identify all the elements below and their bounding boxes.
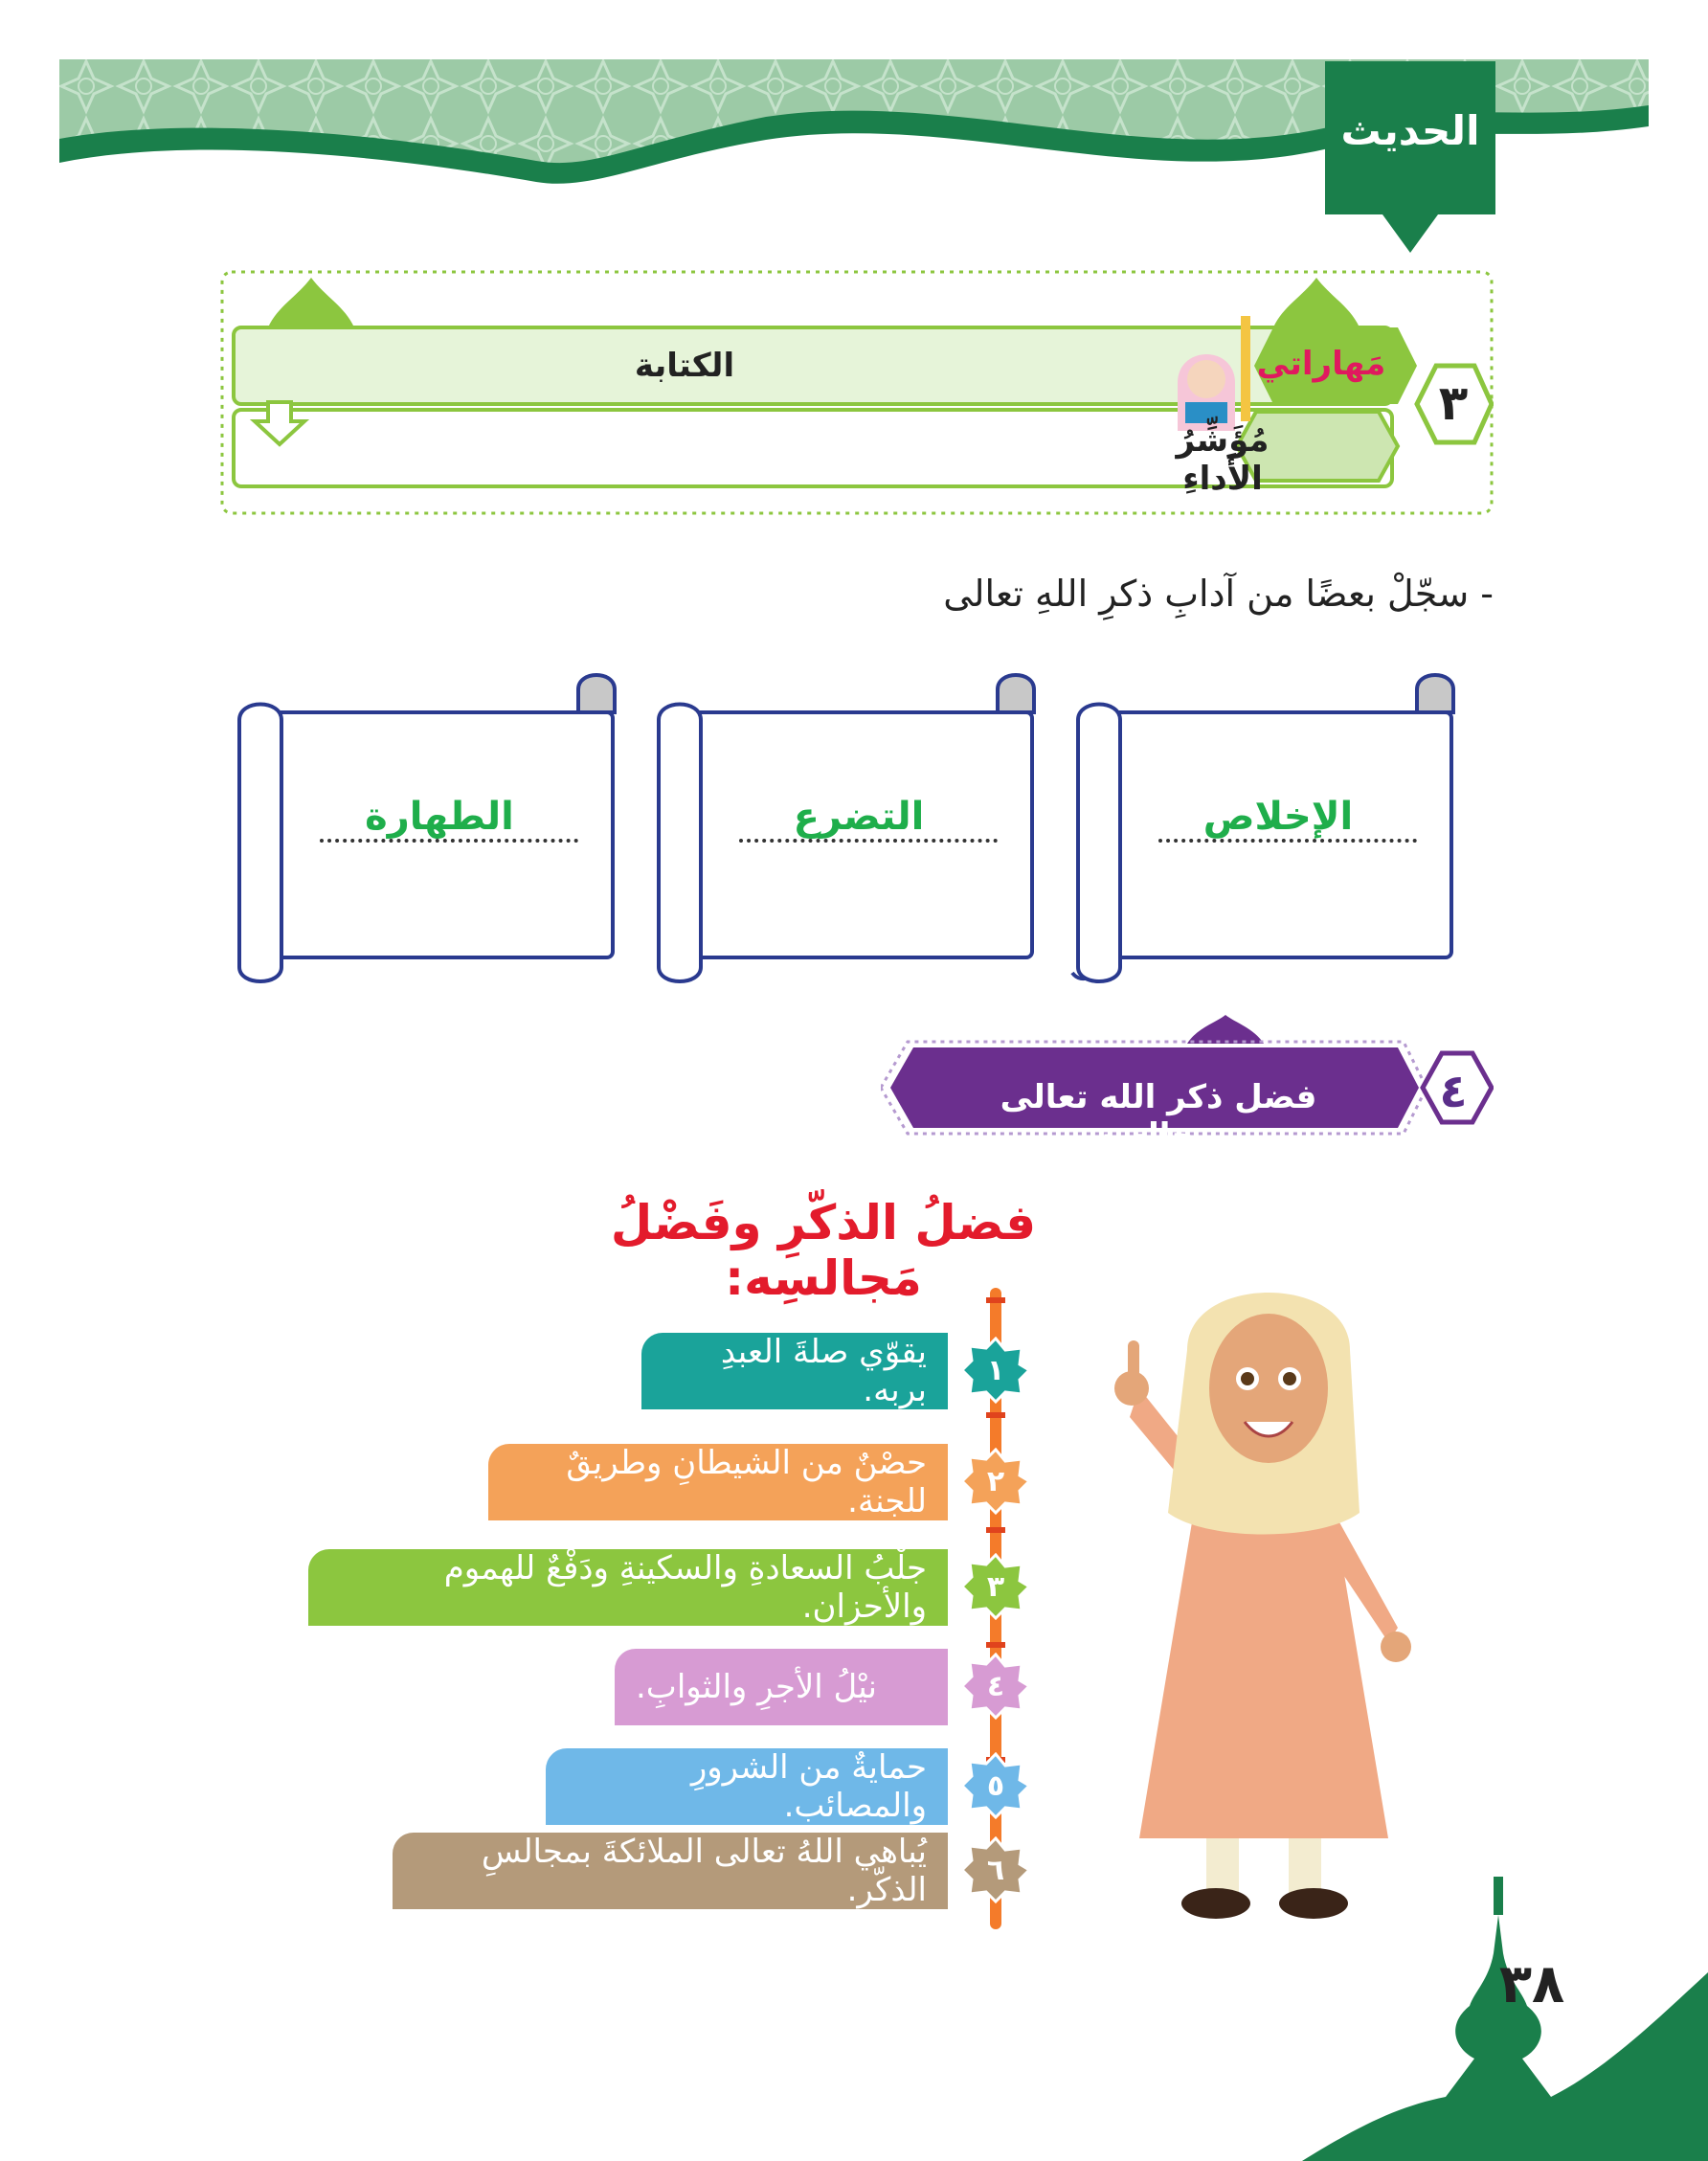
benefit-number-6: ٦ xyxy=(962,1836,1029,1903)
section-tab xyxy=(1325,61,1495,253)
skill-name: الكتابة xyxy=(634,347,735,385)
answer-scroll-3 xyxy=(224,670,626,986)
benefit-number-1: ١ xyxy=(962,1337,1029,1404)
instruction-dash: - xyxy=(1480,573,1494,615)
answer-scroll-1 xyxy=(1063,670,1465,986)
instruction-line xyxy=(919,573,1494,615)
benefit-number-3: ٣ xyxy=(962,1553,1029,1620)
answer-scroll-2 xyxy=(643,670,1045,986)
answer-dotted-line[interactable] xyxy=(1158,839,1417,843)
scroll-word: الطهارة xyxy=(365,795,514,839)
benefit-item-1: يقوّي صلةَ العبدِ بربه. xyxy=(641,1333,948,1409)
main-title: فضلُ الذكّرِ وفَضْلُ مَجالسِه: xyxy=(610,1195,1037,1306)
benefit-item-5: حمايةٌ من الشرورِ والمصائب. xyxy=(546,1748,948,1825)
performance-indicator-label: مُؤَشِّرُ الأَداءِ xyxy=(1176,421,1270,498)
benefit-number-5: ٥ xyxy=(962,1752,1029,1819)
benefit-item-3: جلْبُ السعادةِ والسكينةِ ودَفْعٌ للهموم والأحزان. xyxy=(308,1549,948,1626)
instruction-text: سجّلْ بعضًا من آدابِ ذكرِ اللهِ تعالى xyxy=(943,573,1470,615)
benefit-number-2: ٢ xyxy=(962,1448,1029,1515)
objective-4-text: فضل ذكر الله تعالى ومجالسِه. xyxy=(1000,1078,1317,1155)
section-title: الحديث xyxy=(1340,107,1480,154)
benefit-item-6: يُباهي اللهُ تعالى الملائكةَ بمجالسِ الذكّر. xyxy=(393,1833,948,1909)
objective-number-3: ٣ xyxy=(1438,375,1469,431)
skills-label: مَهاراتي xyxy=(1256,345,1386,383)
benefit-item-4: نيْلُ الأجرِ والثوابِ. xyxy=(615,1649,948,1725)
benefit-item-2: حصْنٌ من الشيطانِ وطريقٌ للجنة. xyxy=(488,1444,948,1520)
answer-dotted-line[interactable] xyxy=(739,839,998,843)
scroll-word: التضرع xyxy=(793,795,925,839)
page-number: ٣٨ xyxy=(1498,1953,1565,2015)
objective-number-4: ٤ xyxy=(1439,1065,1468,1118)
benefit-number-4: ٤ xyxy=(962,1653,1029,1720)
scroll-word: الإخلاص xyxy=(1202,795,1354,839)
answer-dotted-line[interactable] xyxy=(320,839,578,843)
